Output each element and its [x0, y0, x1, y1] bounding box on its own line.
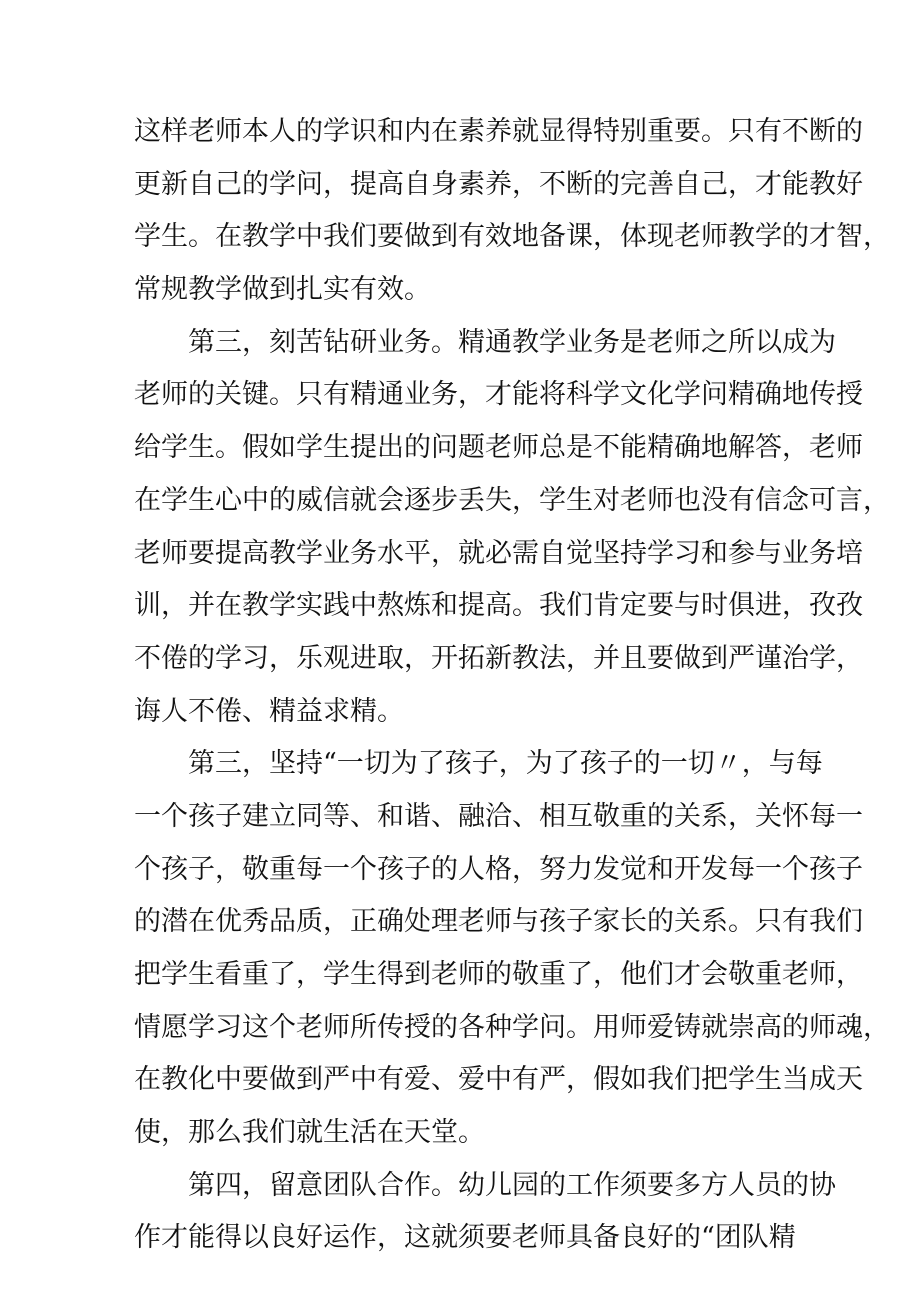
- text-line: 更新自己的学问，提高自身素养，不断的完善自己，才能教好: [134, 168, 863, 200]
- text-line: 使，那么我们就生活在天堂。: [134, 1117, 485, 1149]
- text-line: 学生。在教学中我们要做到有效地备课，体现老师教学的才智，: [134, 221, 890, 253]
- text-line: 作才能得以良好运作，这就须要老师具备良好的“团队精: [134, 1222, 796, 1254]
- paragraph-first-line: 第三，刻苦钻研业务。精通教学业务是老师之所以成为: [188, 326, 836, 358]
- document-body: [134, 106, 890, 1265]
- paragraph-first-line: 第四，留意团队合作。幼儿园的工作须要多方人员的协: [188, 1169, 836, 1201]
- text-line: 在学生心中的威信就会逐步丢失，学生对老师也没有信念可言，: [134, 484, 890, 516]
- text-line: 这样老师本人的学识和内在素养就显得特别重要。只有不断的: [134, 116, 863, 147]
- text-line: 个孩子，敬重每一个孩子的人格，努力发觉和开发每一个孩子: [134, 853, 863, 885]
- text-line: 给学生。假如学生提出的问题老师总是不能精确地解答，老师: [134, 432, 863, 464]
- text-line: 情愿学习这个老师所传授的各种学问。用师爱铸就崇高的师魂，: [134, 1011, 890, 1043]
- text-line: 的潜在优秀品质，正确处理老师与孩子家长的关系。只有我们: [134, 906, 863, 938]
- text-line: 把学生看重了，学生得到老师的敬重了，他们才会敬重老师，: [134, 959, 863, 990]
- text-line: 不倦的学习，乐观进取，开拓新教法，并且要做到严谨治学，: [134, 642, 863, 674]
- text-line: 在教化中要做到严中有爱、爱中有严，假如我们把学生当成天: [134, 1064, 863, 1096]
- paragraph-first-line: 第三，坚持“一切为了孩子，为了孩子的一切〃，与每: [188, 748, 823, 780]
- text-line: 常规教学做到扎实有效。: [134, 274, 431, 306]
- text-line: 训，并在教学实践中熬炼和提高。我们肯定要与时俱进，孜孜: [134, 590, 863, 622]
- text-line: 诲人不倦、精益求精。: [134, 695, 404, 727]
- text-line: 老师要提高教学业务水平，就必需自觉坚持学习和参与业务培: [134, 537, 863, 569]
- text-line: 老师的关键。只有精通业务，才能将科学文化学问精确地传授: [134, 379, 863, 411]
- text-line: 一个孩子建立同等、和谐、融洽、相互敬重的关系，关怀每一: [134, 800, 863, 832]
